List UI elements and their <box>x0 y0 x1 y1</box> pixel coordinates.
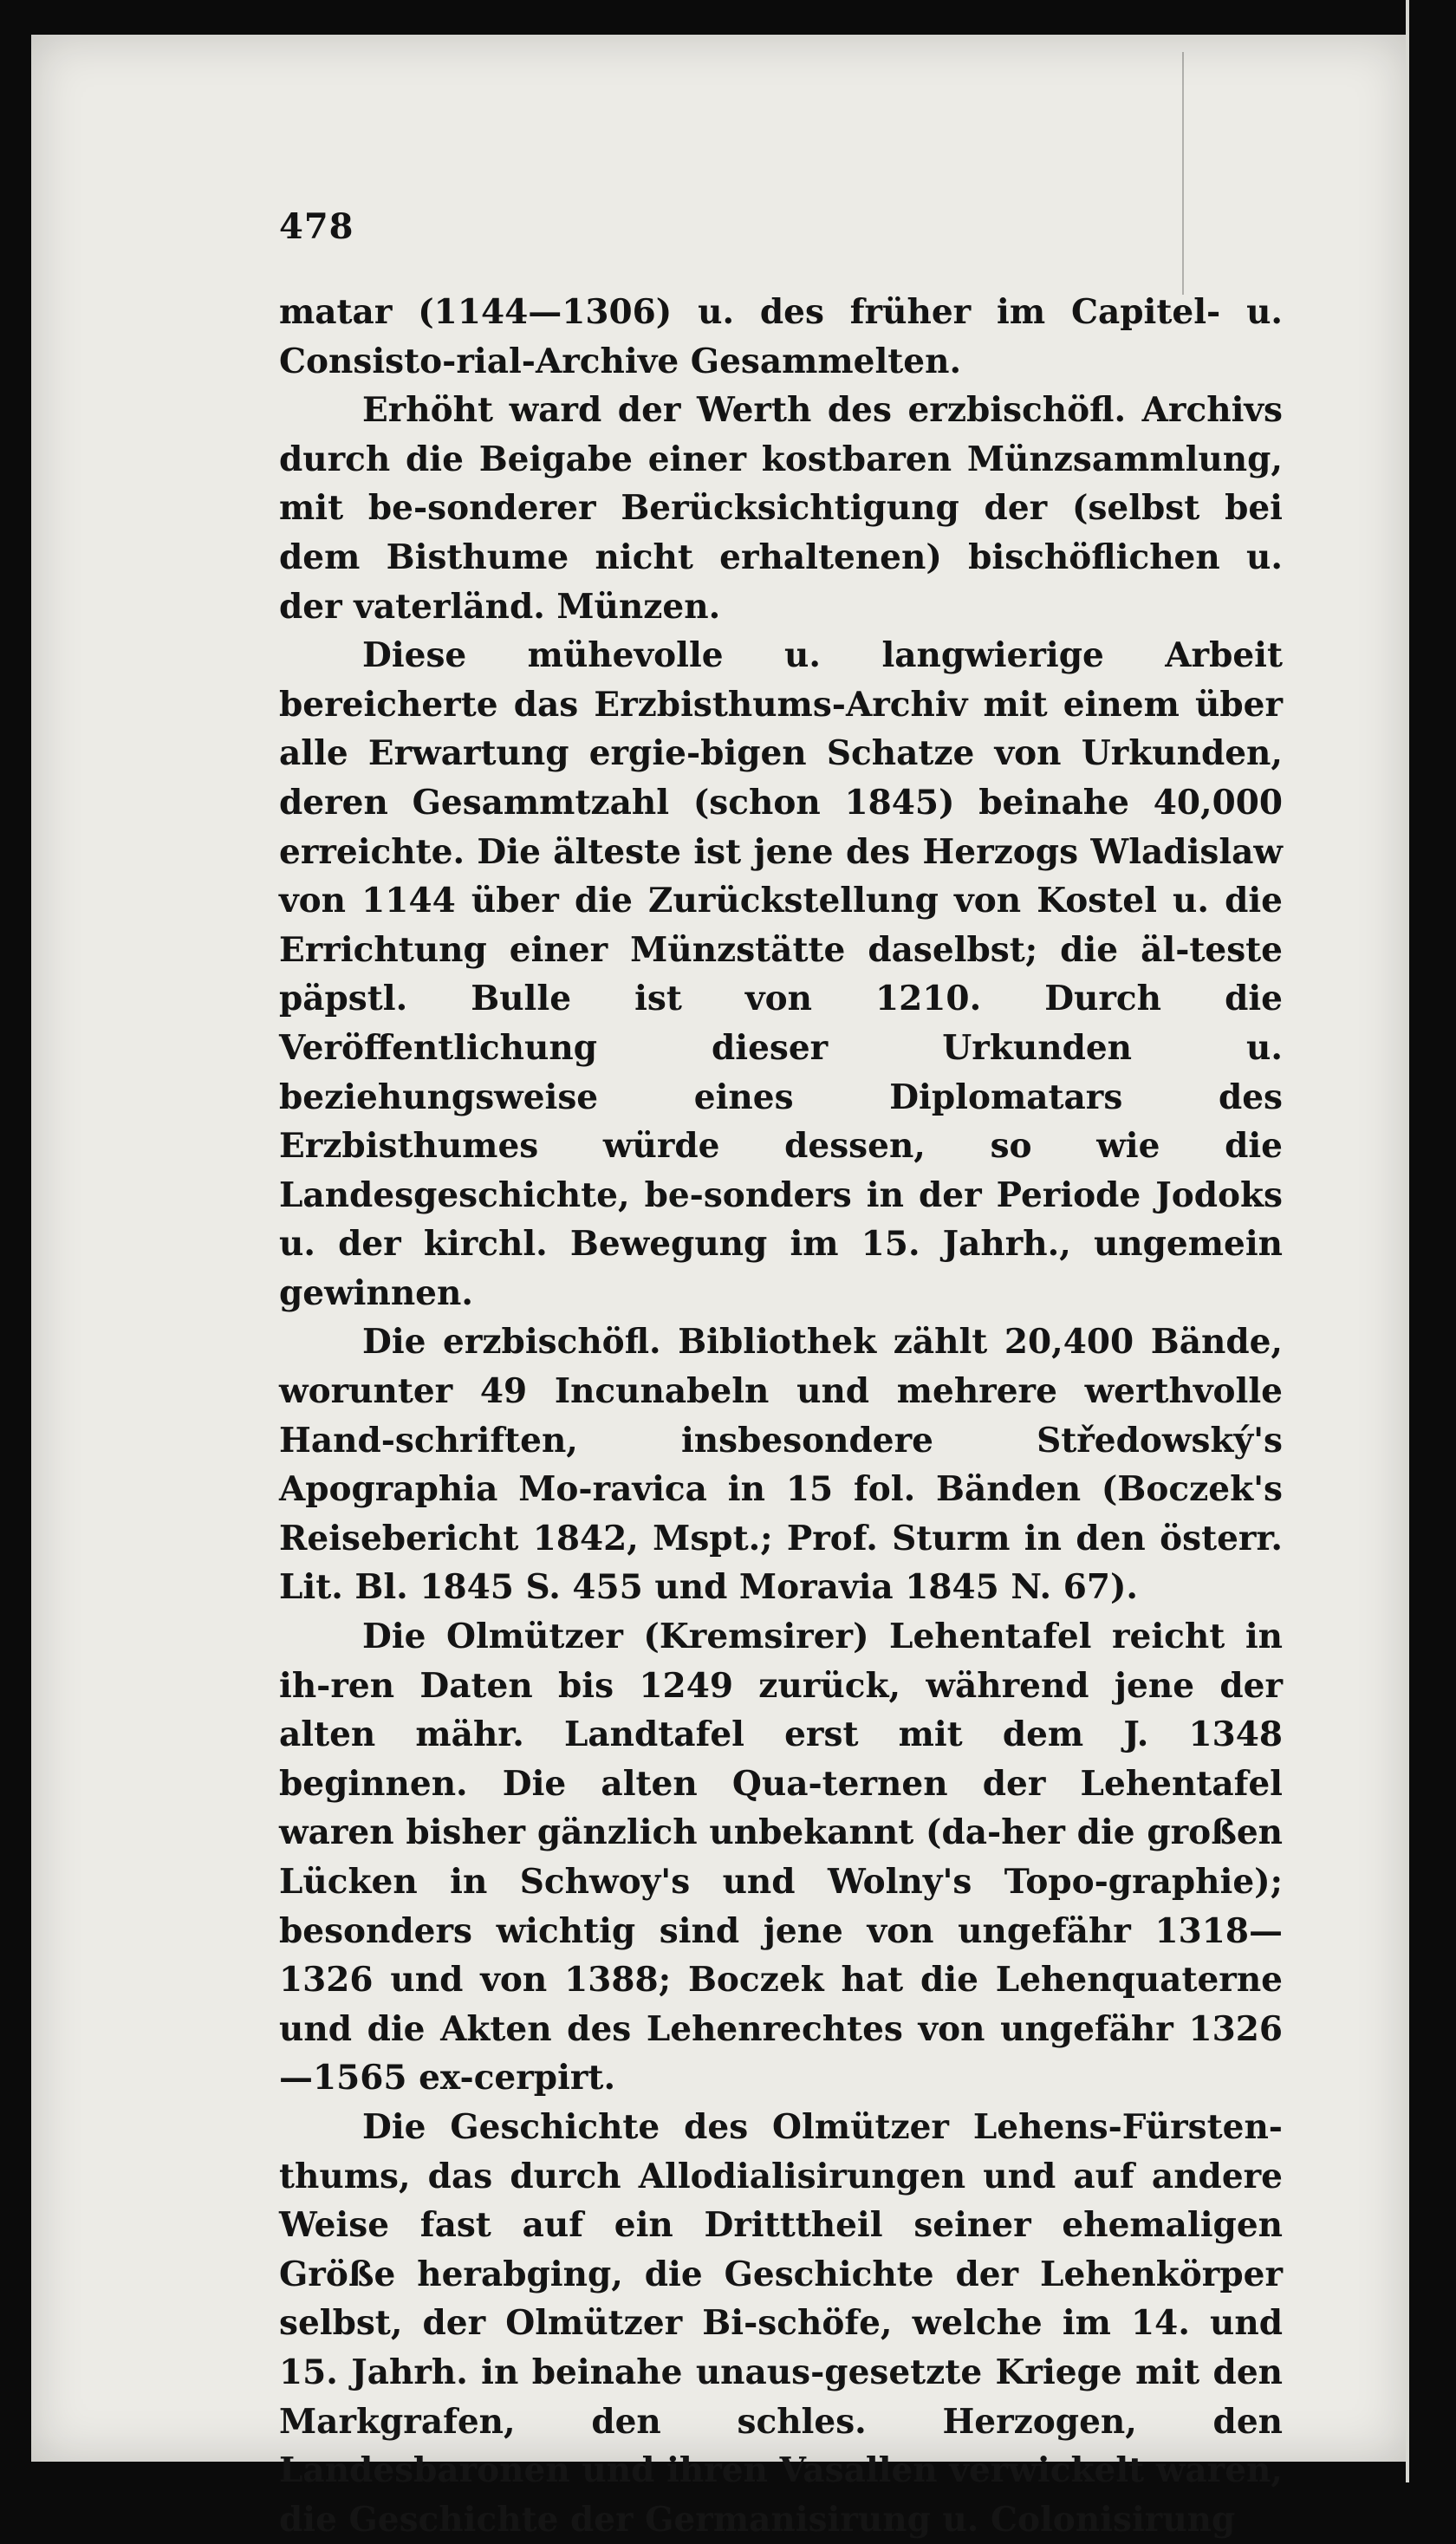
paragraph-3: Diese mühevolle u. langwierige Arbeit bereicherte das Erzbisthums-Archiv mit einem über alle Erwartung ergie-bigen Schatze von Urkunden, deren Gesammtzahl (schon 1845) beinahe 40,000 erreichte. Die älteste ist jene des Herzogs Wladislaw von 1144 über die Zurückstellung von Kostel u. die Errichtung einer Münzstätte daselbst; die äl-teste päpstl. Bulle ist von 1210. Durch die Veröffentlichung dieser Urkunden u. beziehungsweise eines Diplomatars des Erzbisthumes würde dessen, so wie die Landesgeschichte, be-sonders in der Periode Jodoks u. der kirchl. Bewegung im 15. Jahrh., ungemein gewinnen. <box>279 635 1283 1313</box>
paragraph-2: Erhöht ward der Werth des erzbischöfl. Archivs durch die Beigabe einer kostbaren Münzsammlung, mit be-sonderer Berücksichtigung der (selbst bei dem Bisthume nicht erhaltenen) bischöflichen u. der vaterländ. Münzen. <box>279 390 1283 627</box>
page-edge <box>1406 0 1409 2482</box>
paragraph-5: Die Olmützer (Kremsirer) Lehentafel reicht in ih-ren Daten bis 1249 zurück, während jene der alten mähr. Landtafel erst mit dem J. 1348 beginnen. Die alten Qua-ternen der Lehentafel waren bisher gänzlich unbekannt (da-her die großen Lücken in Schwoy's und Wolny's Topo-graphie); besonders wichtig sind jene von ungefähr 1318—1326 und von 1388; Boczek hat die Lehenquaterne und die Akten des Lehenrechtes von ungefähr 1326—1565 ex-cerpirt. <box>279 1617 1283 2098</box>
page-number: 478 <box>279 206 354 247</box>
body-text <box>279 288 1283 2544</box>
paragraph-6: Die Geschichte des Olmützer Lehens-Fürsten-thums, das durch Allodialisirungen und auf andere Weise fast auf ein Dritttheil seiner ehemaligen Größe herabging, die Geschichte der Lehenkörper selbst, der Olmützer Bi-schöfe, welche im 14. und 15. Jahrh. in beinahe unaus-gesetzte Kriege mit den Markgrafen, den schles. Herzogen, den Landesbaronen und ihren Vasallen verwickelt waren, die Geschichte der Germanisirung u. Colonisirung <box>279 2106 1283 2540</box>
page-crease-mark <box>1182 52 1184 295</box>
paragraph-1: matar (1144—1306) u. des früher im Capitel- u. Consisto-rial-Archive Gesammelten. <box>279 292 1283 381</box>
paragraph-4: Die erzbischöfl. Bibliothek zählt 20,400 Bände, worunter 49 Incunabeln und mehrere werthvolle Hand-schriften, insbesondere Středowský's Apographia Mo-ravica in 15 fol. Bänden (Boczek's Reisebericht 1842, Mspt.; Prof. Sturm in den österr. Lit. Bl. 1845 S. 455 und Moravia 1845 N. 67). <box>279 1322 1283 1608</box>
